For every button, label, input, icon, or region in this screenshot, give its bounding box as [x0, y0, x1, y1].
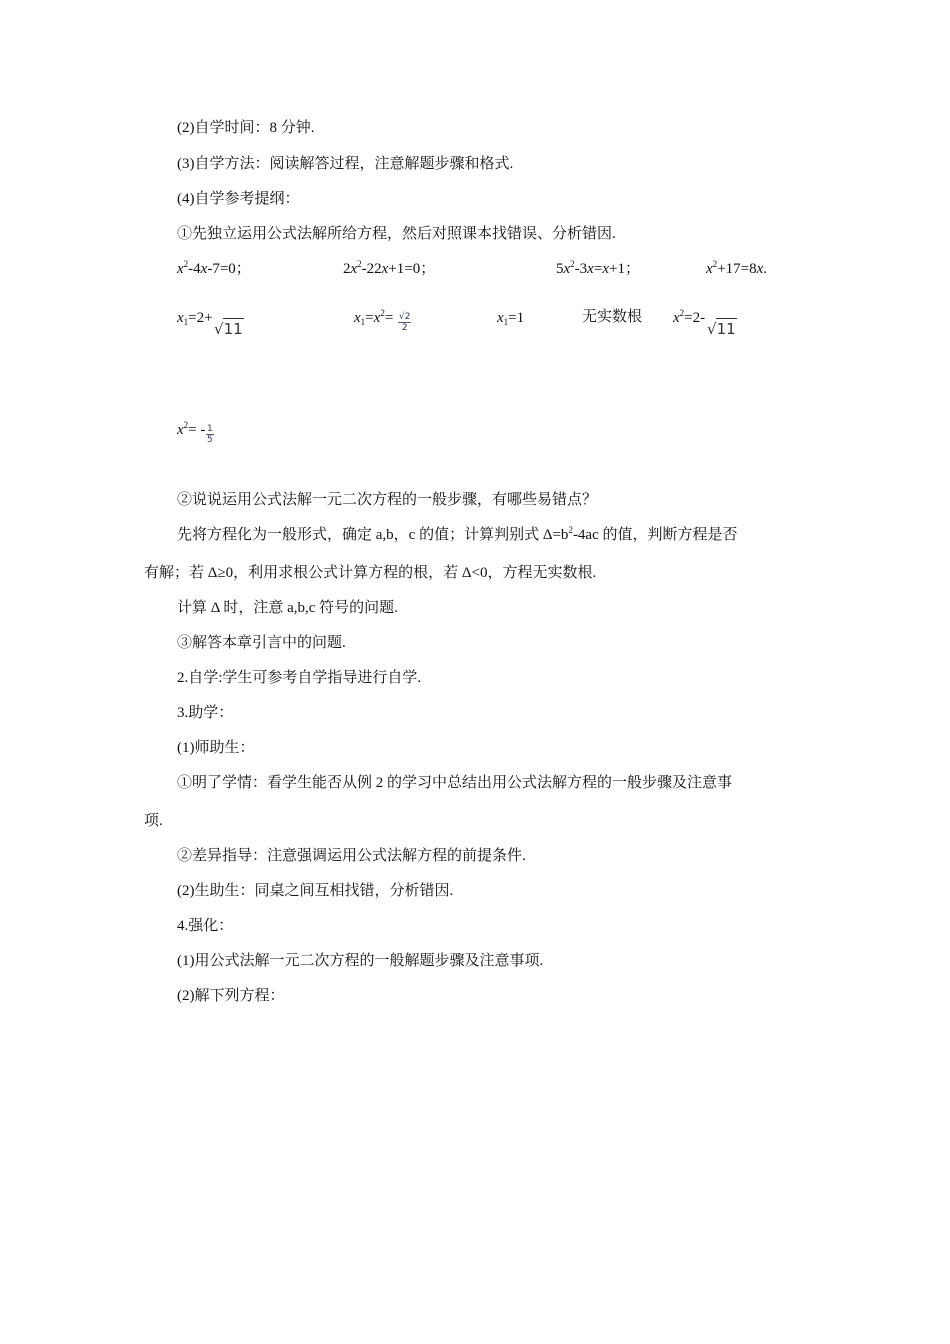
teacher-assist-heading: (1)师助生：: [177, 740, 255, 756]
teacher-assist-item-1-line-2: 项.: [144, 813, 163, 829]
equation-2: $2x^2-22x+1=0$；: [343, 259, 436, 277]
sqrt-11-image-2: √11: [707, 320, 736, 338]
self-study-method: (3)自学方法：阅读解答过程，注意解题步骤和格式.: [177, 156, 514, 172]
steps-paragraph-line-1: 先将方程化为一般形式，确定 a,b，c 的值；计算判别式 $\Delta=b^2-4ac$ 的值，判断方程是否: [177, 525, 738, 543]
fraction-1-over-5-image: $\frac{1}{5}$: [207, 424, 213, 446]
answer-5: $x^2=2-$: [673, 308, 706, 326]
answer-4: 无实数根: [582, 309, 643, 325]
answer-6-fraction: [206, 424, 214, 445]
delta-note: 计算 Δ 时，注意 a,b,c 符号的问题.: [177, 600, 398, 616]
teacher-assist-item-1-line-1: ①明了学情：看学生能否从例 2 的学习中总结出用公式法解方程的一般步骤及注意事: [177, 775, 733, 791]
answer-3: $x_1=1$: [497, 310, 525, 327]
outline-item-1: ①先独立运用公式法解所给方程，然后对照课本找错误、分析错因.: [177, 226, 616, 242]
steps-paragraph-line-2: 有解；若 Δ≥0，利用求根公式计算方程的根，若 Δ<0，方程无实数根.: [144, 565, 597, 581]
answer-2: $x_1=x^2=$: [354, 308, 394, 327]
section-reinforce: 4.强化：: [177, 918, 234, 934]
outline-item-2: ②说说运用公式法解一元二次方程的一般步骤，有哪些易错点？: [177, 492, 598, 508]
fraction-sqrt2-over-2-image: $\frac{√2}{2}$: [399, 312, 411, 334]
outline-item-3: ③解答本章引言中的问题.: [177, 635, 346, 651]
answer-6: $x^2=$ -: [177, 420, 206, 438]
equation-3: $5x^2-3x=x+1$；: [556, 259, 640, 277]
self-study-time: (2)自学时间：8 分钟.: [177, 120, 315, 136]
teacher-assist-item-2: ②差异指导：注意强调运用公式法解方程的前提条件.: [177, 848, 526, 864]
sqrt-11-image: √11: [214, 320, 243, 338]
equation-4: $x^2+17=8x$.: [706, 259, 768, 277]
section-self-study: 2.自学:学生可参考自学指导进行自学.: [177, 670, 422, 686]
reinforce-item-2: (2)解下列方程：: [177, 988, 285, 1004]
answer-1: $x_1=2+$: [177, 310, 213, 327]
reinforce-item-1: (1)用公式法解一元二次方程的一般解题步骤及注意事项.: [177, 953, 544, 969]
equation-1: $x^2-4x-7=0$；: [177, 259, 251, 277]
section-assist: 3.助学：: [177, 705, 234, 721]
peer-assist: (2)生助生：同桌之间互相找错，分析错因.: [177, 883, 454, 899]
answer-2-fraction: [398, 312, 411, 333]
self-study-outline-heading: (4)自学参考提纲：: [177, 191, 300, 207]
answer-1-radical: [214, 318, 244, 340]
answer-5-radical: [707, 318, 737, 340]
